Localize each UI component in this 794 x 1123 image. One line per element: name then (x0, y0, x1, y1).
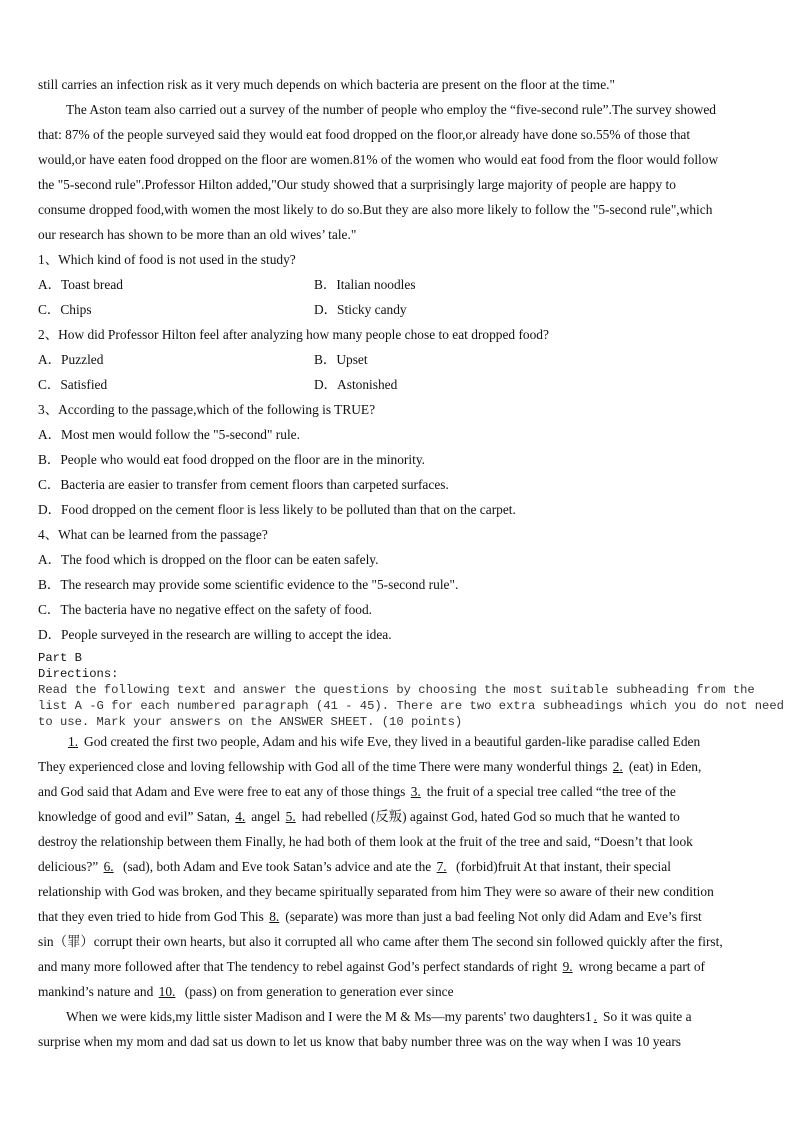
cloze-text: They experienced close and loving fellowship with God all of the time There were many wonderful things (38, 759, 611, 774)
cloze-text: knowledge of good and evil” Satan, (38, 809, 234, 824)
question-2 (38, 325, 756, 400)
directions-line: Read the following text and answer the questions by choosing the most suitable subheading from the (38, 683, 755, 697)
cloze-text: had rebelled (反叛) against God, hated God so much that he wanted to (301, 809, 680, 824)
question-stem: 1、Which kind of food is not used in the study? (38, 252, 296, 267)
blank-8: 8. (269, 909, 280, 924)
cloze-text: that they even tried to hide from God This (38, 909, 268, 924)
part-b-title: Part B (38, 651, 82, 665)
passage-text: When we were kids,my little sister Madison and I were the M & Ms—my parents' two daughters1 (66, 1009, 592, 1024)
passage-line: that: 87% of the people surveyed said they would eat food dropped on the floor,or already have done so.55% of those that (38, 127, 691, 142)
cloze-text: destroy the relationship between them Finally, he had both of them look at the fruit of the tree and said, “Doesn’t that look (38, 834, 693, 849)
blank-4: 4. (235, 809, 246, 824)
cloze-text: (pass) on from generation to generation ever since (181, 984, 454, 999)
passage-line: still carries an infection risk as it very much depends on which bacteria are present on the floor at the time." (38, 77, 615, 92)
next-passage (38, 1007, 756, 1057)
blank-1: 1. (68, 734, 79, 749)
blank-7: 7. (436, 859, 447, 874)
question-4 (38, 525, 756, 650)
cloze-text: (separate) was more than just a bad feeling Not only did Adam and Eve’s first (285, 909, 702, 924)
cloze-text: relationship with God was broken, and they became spiritually separated from him They were so aware of their new condition (38, 884, 714, 899)
cloze-text: and God said that Adam and Eve were free to eat any of those things (38, 784, 409, 799)
blank-6: 6. (103, 859, 114, 874)
cloze-text: delicious?” (38, 859, 102, 874)
blank-9: 9. (562, 959, 573, 974)
question-stem: 4、What can be learned from the passage? (38, 527, 268, 542)
cloze-text: sin（罪）corrupt their own hearts, but also it corrupted all who came after them The second sin followed quickly after the first, (38, 934, 723, 949)
blank-2: 2. (612, 759, 623, 774)
question-stem: 3、According to the passage,which of the following is TRUE? (38, 402, 376, 417)
passage-line: the "5-second rule".Professor Hilton added,"Our study showed that a surprisingly large majority of people are happy to (38, 177, 676, 192)
option-d: D．Food dropped on the cement floor is less likely to be polluted than that on the carpet. (38, 502, 516, 517)
passage-text: surprise when my mom and dad sat us down to let us know that baby number three was on the way when I was 10 years (38, 1034, 681, 1049)
cloze-text: mankind’s nature and (38, 984, 157, 999)
option-a: A．Most men would follow the "5-second" rule. (38, 427, 300, 442)
directions-line: to use. Mark your answers on the ANSWER SHEET. (10 points) (38, 715, 463, 729)
passage-line: consume dropped food,with women the most likely to do so.But they are also more likely to follow the "5-second rule",which (38, 202, 713, 217)
directions-line: list A -G for each numbered paragraph (41 - 45). There are two extra subheadings which you do not need (38, 699, 784, 713)
cloze-text: angel (251, 809, 284, 824)
option-d: D．Astonished (314, 377, 398, 392)
option-d: D．Sticky candy (314, 302, 407, 317)
option-c: C．The bacteria have no negative effect on the safety of food. (38, 602, 373, 617)
option-b: B．Italian noodles (314, 277, 416, 292)
part-b-section (38, 650, 784, 730)
option-b: B．The research may provide some scientific evidence to the "5-second rule". (38, 577, 459, 592)
cloze-text: God created the first two people, Adam and his wife Eve, they lived in a beautiful garden-like paradise called Eden (84, 734, 701, 749)
document-page (38, 75, 784, 1057)
blank-3: 3. (410, 784, 421, 799)
option-b: B．Upset (314, 352, 368, 367)
option-a: A．Toast bread (38, 277, 123, 292)
question-3 (38, 400, 756, 525)
directions-label: Directions: (38, 667, 119, 681)
option-a: A．Puzzled (38, 352, 104, 367)
option-d: D．People surveyed in the research are willing to accept the idea. (38, 627, 392, 642)
cloze-text: (sad), both Adam and Eve took Satan’s advice and ate the (119, 859, 435, 874)
option-a: A．The food which is dropped on the floor can be eaten safely. (38, 552, 379, 567)
cloze-text: the fruit of a special tree called “the tree of the (426, 784, 676, 799)
option-b: B．People who would eat food dropped on the floor are in the minority. (38, 452, 426, 467)
passage-line: our research has shown to be more than an old wives’ tale." (38, 227, 357, 242)
passage-text: So it was quite a (603, 1009, 692, 1024)
cloze-text: and many more followed after that The tendency to rebel against God’s perfect standards of right (38, 959, 561, 974)
question-1 (38, 250, 756, 325)
cloze-text: wrong became a part of (578, 959, 706, 974)
cloze-text: (eat) in Eden, (628, 759, 702, 774)
blank-5: 5. (285, 809, 296, 824)
blank-10: 10. (158, 984, 176, 999)
question-stem: 2、How did Professor Hilton feel after analyzing how many people chose to eat dropped food? (38, 327, 549, 342)
option-c: C．Satisfied (38, 377, 108, 392)
cloze-passage (38, 732, 756, 1007)
blank-next-1: . (593, 1009, 598, 1024)
passage-continuation (38, 75, 756, 250)
option-c: C．Chips (38, 302, 92, 317)
passage-line: would,or have eaten food dropped on the floor are women.81% of the women who would eat food from the floor would follow (38, 152, 719, 167)
cloze-text: (forbid)fruit At that instant, their special (452, 859, 671, 874)
passage-line: The Aston team also carried out a survey of the number of people who employ the “five-second rule”.The survey showed (66, 102, 716, 117)
option-c: C．Bacteria are easier to transfer from cement floors than carpeted surfaces. (38, 477, 449, 492)
